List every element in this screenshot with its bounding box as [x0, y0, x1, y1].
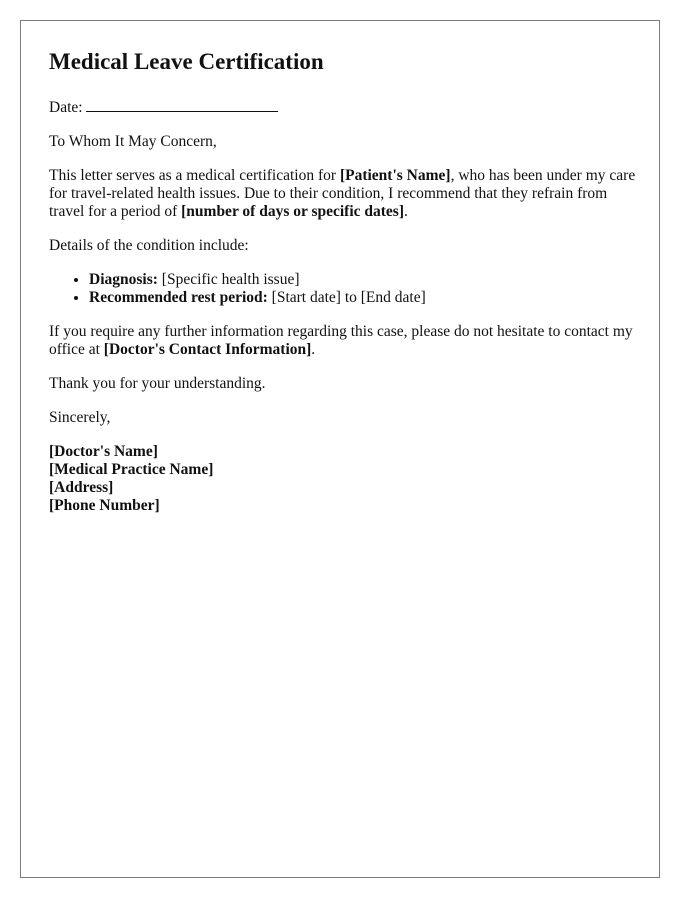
- thanks-line: Thank you for your understanding.: [49, 375, 266, 392]
- salutation: To Whom It May Concern,: [49, 133, 217, 150]
- date-row: [49, 97, 639, 117]
- phone-number: [Phone Number]: [49, 497, 160, 514]
- date-label: Date:: [49, 99, 83, 116]
- letter-body: [49, 47, 639, 515]
- doctor-name: [Doctor's Name]: [49, 443, 158, 460]
- para2-text-1: If you require any further information regarding this case, please do not hesitate to contact my office at: [49, 323, 633, 358]
- para1-text-1: This letter serves as a medical certification for: [49, 167, 340, 184]
- para1-text-2: , who has been under my care for travel-related health issues. Due to their condition, I recommend that they refrain from travel for a period of: [49, 167, 636, 220]
- closing-line: Sincerely,: [49, 409, 111, 426]
- address: [Address]: [49, 479, 114, 496]
- certification-paragraph: [49, 167, 639, 221]
- rest-period-label: Recommended rest period:: [89, 289, 268, 306]
- list-item-rest-period: [89, 289, 639, 307]
- rest-period-value: [Start date] to [End date]: [267, 289, 426, 306]
- patient-name-placeholder: [Patient's Name]: [339, 167, 451, 184]
- contact-paragraph: [49, 323, 639, 359]
- signature-block: [49, 443, 639, 515]
- leave-duration-placeholder: [number of days or specific dates]: [181, 203, 404, 220]
- diagnosis-label: Diagnosis:: [89, 271, 158, 288]
- page-title: Medical Leave Certification: [49, 49, 324, 74]
- doctor-contact-placeholder: [Doctor's Contact Information]: [103, 341, 312, 358]
- diagnosis-value: [Specific health issue]: [157, 271, 300, 288]
- practice-name: [Medical Practice Name]: [49, 461, 214, 478]
- letter-page: [20, 20, 660, 878]
- details-list: [49, 271, 639, 307]
- para2-text-2: .: [311, 341, 316, 358]
- date-blank-line: [86, 97, 278, 112]
- details-intro: Details of the condition include:: [49, 237, 249, 254]
- list-item-diagnosis: [89, 271, 639, 289]
- para1-text-3: .: [404, 203, 408, 220]
